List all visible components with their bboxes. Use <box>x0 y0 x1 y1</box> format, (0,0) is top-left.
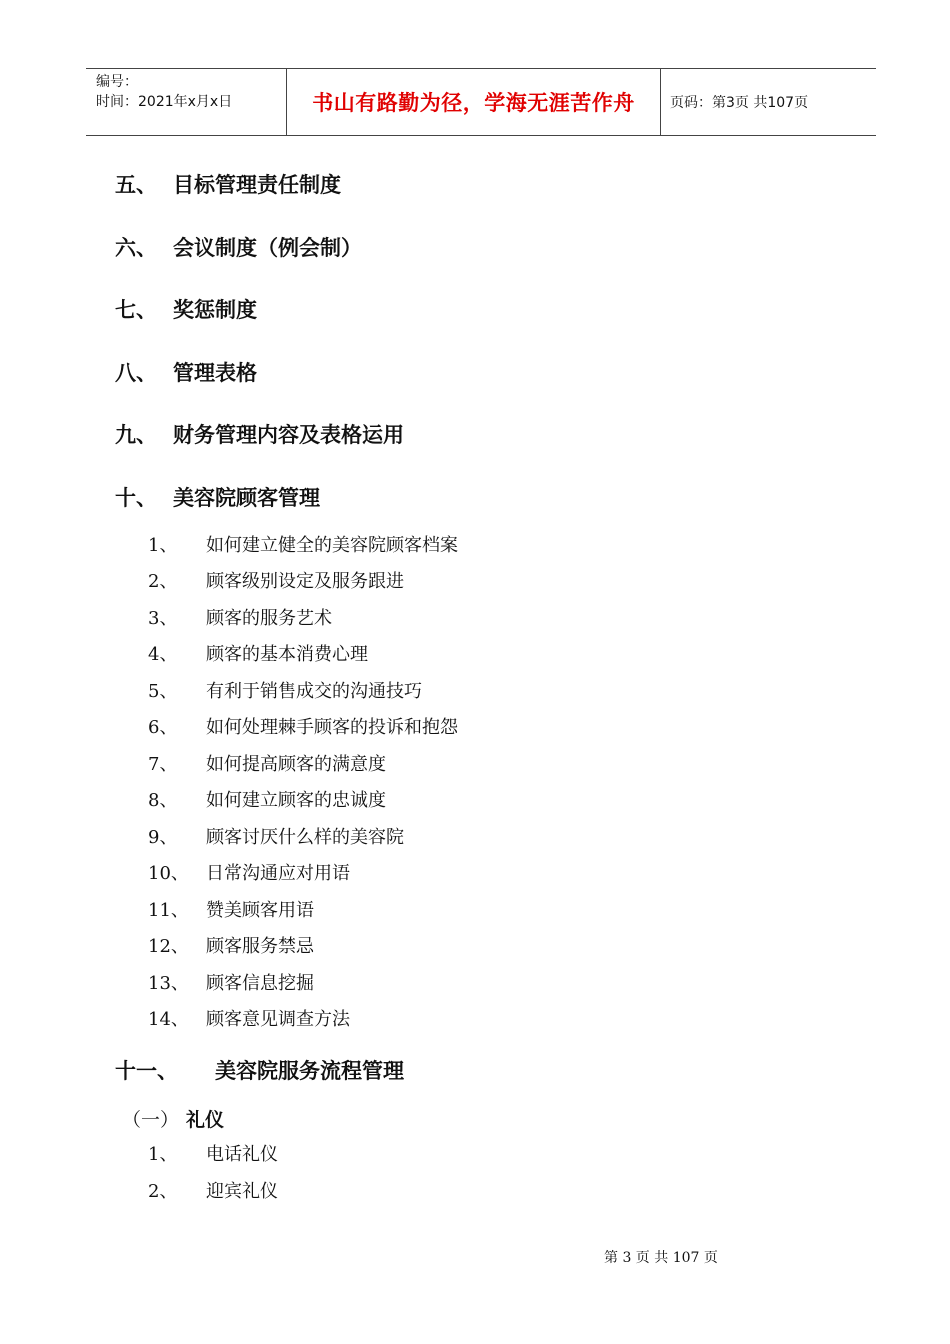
section-number: （一） <box>122 1109 180 1131</box>
list-item <box>148 534 458 558</box>
item-text: 迎宾礼仪 <box>206 1181 278 1202</box>
item-text: 顾客的服务艺术 <box>206 608 332 629</box>
chapter-heading <box>115 360 257 386</box>
page-header <box>86 68 876 136</box>
item-number: 3、 <box>148 608 178 629</box>
list-item <box>148 680 422 704</box>
item-number: 1、 <box>148 535 178 556</box>
item-text: 赞美顾客用语 <box>206 900 314 921</box>
item-number: 14、 <box>148 1009 189 1030</box>
list-item <box>148 972 314 996</box>
chapter-title: 财务管理内容及表格运用 <box>173 423 404 447</box>
item-text: 如何建立顾客的忠诚度 <box>206 790 386 811</box>
list-item <box>148 607 332 631</box>
page-footer: 第 3 页 共 107 页 <box>604 1250 718 1266</box>
item-text: 日常沟通应对用语 <box>206 863 350 884</box>
chapter-heading <box>115 1058 404 1084</box>
chapter-number: 五、 <box>115 173 157 197</box>
item-number: 7、 <box>148 754 178 775</box>
item-number: 5、 <box>148 681 178 702</box>
list-item <box>148 753 386 777</box>
item-text: 顾客讨厌什么样的美容院 <box>206 827 404 848</box>
chapter-title: 管理表格 <box>173 361 257 385</box>
item-text: 顾客意见调查方法 <box>206 1009 350 1030</box>
list-item <box>148 935 314 959</box>
item-text: 如何建立健全的美容院顾客档案 <box>206 535 458 556</box>
item-text: 如何提高顾客的满意度 <box>206 754 386 775</box>
item-number: 1、 <box>148 1144 178 1165</box>
chapter-title: 美容院服务流程管理 <box>215 1059 404 1083</box>
list-item <box>148 862 350 886</box>
chapter-title: 奖惩制度 <box>173 298 257 322</box>
header-meta <box>86 69 287 135</box>
header-page-info: 页码：第3页 共107页 <box>670 95 809 111</box>
list-item <box>148 789 386 813</box>
item-text: 有利于销售成交的沟通技巧 <box>206 681 422 702</box>
item-number: 8、 <box>148 790 178 811</box>
list-item <box>148 643 368 667</box>
chapter-title: 会议制度（例会制） <box>173 236 362 260</box>
item-text: 顾客服务禁忌 <box>206 936 314 957</box>
item-number: 13、 <box>148 973 189 994</box>
list-item <box>148 716 458 740</box>
header-code: 编号： <box>96 74 138 90</box>
chapter-heading <box>115 172 341 198</box>
item-text: 顾客的基本消费心理 <box>206 644 368 665</box>
header-motto: 书山有路勤为径，学海无涯苦作舟 <box>287 69 661 135</box>
section-heading <box>122 1108 224 1132</box>
list-item <box>148 1180 278 1204</box>
chapter-heading <box>115 297 257 323</box>
item-number: 2、 <box>148 1181 178 1202</box>
list-item <box>148 899 314 923</box>
list-item <box>148 1143 278 1167</box>
chapter-number: 七、 <box>115 298 157 322</box>
item-text: 顾客级别设定及服务跟进 <box>206 571 404 592</box>
chapter-number: 十一、 <box>115 1059 178 1083</box>
header-date: 时间：2021年x月x日 <box>96 94 233 110</box>
item-number: 11、 <box>148 900 189 921</box>
chapter-number: 九、 <box>115 423 157 447</box>
chapter-heading <box>115 485 320 511</box>
item-number: 10、 <box>148 863 189 884</box>
item-number: 4、 <box>148 644 178 665</box>
chapter-heading <box>115 235 362 261</box>
chapter-heading <box>115 422 404 448</box>
list-item <box>148 1008 350 1032</box>
chapter-number: 十、 <box>115 486 157 510</box>
item-text: 如何处理棘手顾客的投诉和抱怨 <box>206 717 458 738</box>
chapter-number: 八、 <box>115 361 157 385</box>
item-number: 9、 <box>148 827 178 848</box>
item-text: 顾客信息挖掘 <box>206 973 314 994</box>
item-number: 2、 <box>148 571 178 592</box>
chapter-number: 六、 <box>115 236 157 260</box>
list-item <box>148 826 404 850</box>
list-item <box>148 570 404 594</box>
section-title: 礼仪 <box>186 1109 225 1131</box>
item-text: 电话礼仪 <box>206 1144 278 1165</box>
chapter-title: 目标管理责任制度 <box>173 173 341 197</box>
chapter-title: 美容院顾客管理 <box>173 486 320 510</box>
item-number: 12、 <box>148 936 189 957</box>
item-number: 6、 <box>148 717 178 738</box>
